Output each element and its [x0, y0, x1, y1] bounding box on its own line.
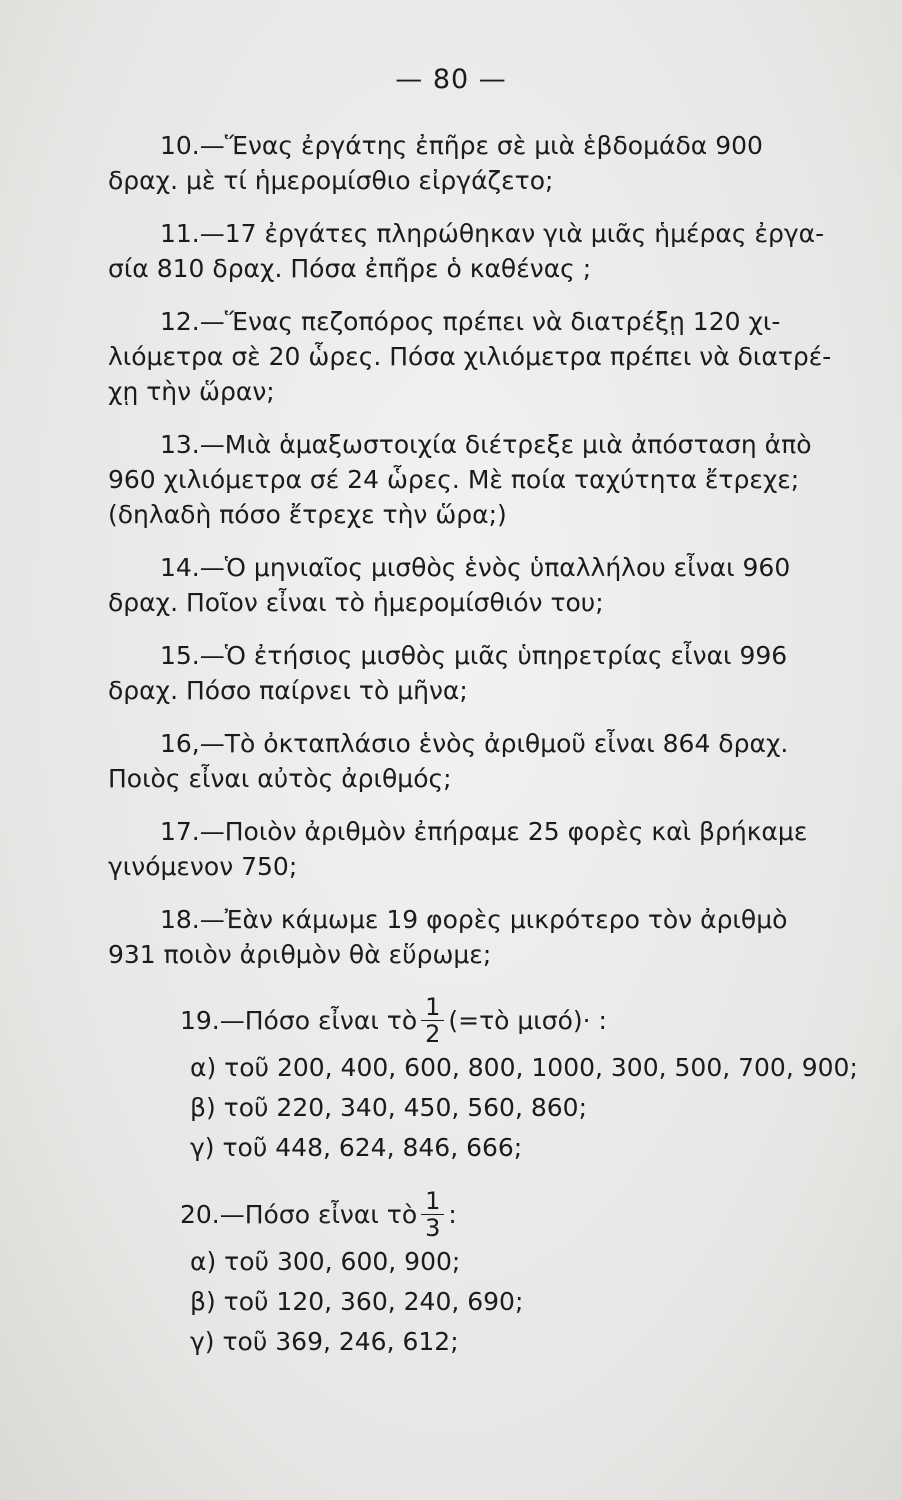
sub-item-a: α) τοῦ 300, 600, 900; — [190, 1247, 461, 1276]
problem-continuation: σία 810 δραχ. Πόσα ἐπῆρε ὁ καθένας ; — [108, 254, 592, 283]
problem-lead: 15.—Ὁ ἐτήσιος μισθὸς μιᾶς ὑπηρετρίας εἶναι 996 — [160, 641, 788, 670]
problem-lead: 16,—Τὸ ὀκταπλάσιο ἑνὸς ἀριθμοῦ εἶναι 864 δραχ. — [160, 729, 789, 758]
sub-item-c: γ) τοῦ 369, 246, 612; — [190, 1327, 459, 1356]
problem-lead: 13.—Μιὰ ἁμαξωστοιχία διέτρεξε μιὰ ἀπόσταση ἀπὸ — [160, 430, 812, 459]
sub-item-b: β) τοῦ 220, 340, 450, 560, 860; — [190, 1093, 587, 1122]
problem-18 — [108, 902, 868, 972]
problem-15 — [108, 638, 868, 708]
problem-20-question — [108, 1184, 868, 1244]
problem-lead: 17.—Ποιὸν ἀριθμὸν ἐπήραμε 25 φορὲς καὶ βρήκαμε — [160, 817, 808, 846]
problem-continuation: λιόμετρα σὲ 20 ὧρες. Πόσα χιλιόμετρα πρέπει νὰ διατρέ- — [108, 342, 832, 371]
fraction-denominator: 3 — [425, 1213, 441, 1242]
fraction-denominator: 2 — [425, 1019, 441, 1048]
sub-item-b: β) τοῦ 120, 360, 240, 690; — [190, 1287, 524, 1316]
problem-lead: 11.—17 ἐργάτες πληρώθηκαν γιὰ μιᾶς ἡμέρας ἐργα- — [160, 219, 825, 248]
question-text: 20.—Πόσο εἶναι τὸ — [180, 1199, 418, 1229]
problem-16 — [108, 726, 868, 796]
problem-continuation: δραχ. μὲ τί ἡμερομίσθιο εἰργάζετο; — [108, 166, 554, 195]
problem-continuation: 931 ποιὸν ἀριθμὸν θὰ εὕρωμε; — [108, 940, 492, 969]
question-text-after: (=τὸ μισό)· : — [448, 1005, 607, 1035]
problem-lead: 12.—Ἕνας πεζοπόρος πρέπει νὰ διατρέξῃ 120 χι- — [160, 307, 781, 336]
problem-10 — [108, 128, 868, 198]
problem-continuation: (δηλαδὴ πόσο ἔτρεχε τὴν ὥρα;) — [108, 500, 507, 529]
problem-continuation: δραχ. Ποῖον εἶναι τὸ ἡμερομίσθιόν του; — [108, 588, 604, 617]
question-text-after: : — [448, 1199, 457, 1229]
problem-11 — [108, 216, 868, 286]
problem-12 — [108, 304, 868, 409]
fraction-one-half — [421, 994, 444, 1047]
problem-19 — [108, 990, 868, 1170]
problem-continuation: δραχ. Πόσο παίρνει τὸ μῆνα; — [108, 676, 468, 705]
problem-continuation: χῃ τὴν ὥραν; — [108, 377, 275, 406]
problem-17 — [108, 814, 868, 884]
problem-20 — [108, 1184, 868, 1364]
problem-list — [108, 128, 868, 1364]
fraction-one-third — [421, 1188, 444, 1241]
problem-lead: 18.—Ἐὰν κάμωμε 19 φορὲς μικρότερο τὸν ἀριθμὸ — [160, 905, 788, 934]
problem-lead: 14.—Ὁ μηνιαῖος μισθὸς ἑνὸς ὑπαλλήλου εἶναι 960 — [160, 553, 791, 582]
page-number: — 80 — — [395, 64, 507, 95]
fraction-numerator: 1 — [421, 1188, 444, 1215]
problem-continuation: γινόμενον 750; — [108, 852, 298, 881]
sub-item-c: γ) τοῦ 448, 624, 846, 666; — [190, 1133, 523, 1162]
question-text: 19.—Πόσο εἶναι τὸ — [180, 1005, 418, 1035]
sub-item-a: α) τοῦ 200, 400, 600, 800, 1000, 300, 500, 700, 900; — [190, 1053, 858, 1082]
problem-continuation: Ποιὸς εἶναι αὐτὸς ἀριθμός; — [108, 764, 452, 793]
problem-14 — [108, 550, 868, 620]
problem-continuation: 960 χιλιόμετρα σέ 24 ὧρες. Μὲ ποία ταχύτητα ἔτρεχε; — [108, 465, 800, 494]
problem-lead: 10.—Ἕνας ἐργάτης ἐπῆρε σὲ μιὰ ἑβδομάδα 900 — [160, 131, 763, 160]
problem-19-question — [108, 990, 868, 1050]
fraction-numerator: 1 — [421, 994, 444, 1021]
problem-13 — [108, 427, 868, 532]
